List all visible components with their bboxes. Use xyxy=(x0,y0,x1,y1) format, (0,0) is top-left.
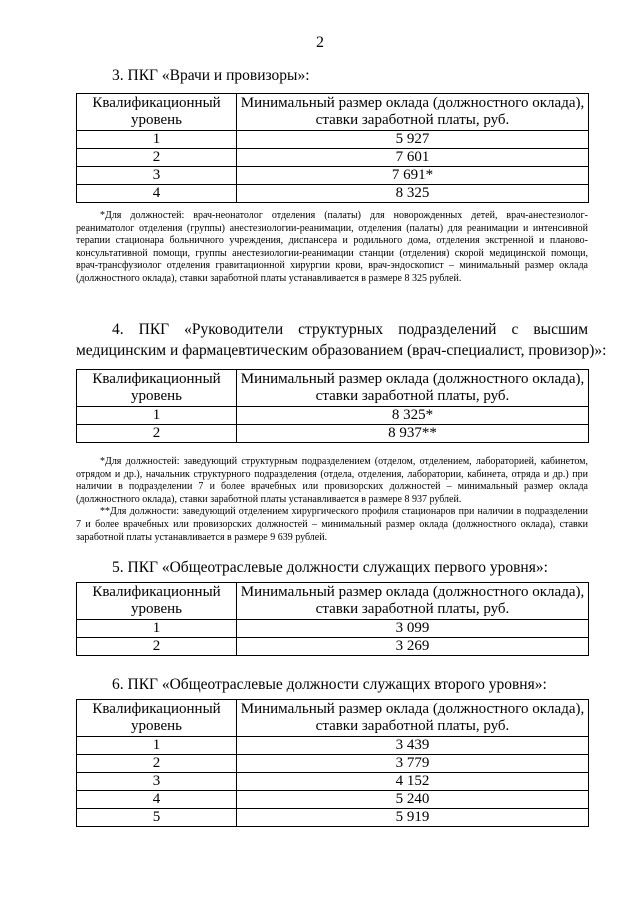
table-row xyxy=(77,809,589,827)
section3-table xyxy=(76,93,589,203)
salary-header: Минимальный размер оклада (должностного оклада), ставки заработной платы, руб. xyxy=(237,370,589,407)
salary-cell: 8 325* xyxy=(237,407,589,425)
table-row xyxy=(77,620,589,638)
salary-header: Минимальный размер оклада (должностного оклада), ставки заработной платы, руб. xyxy=(237,700,589,737)
level-cell: 3 xyxy=(77,773,237,791)
level-cell: 5 xyxy=(77,809,237,827)
table-header-row xyxy=(77,700,589,737)
table-row xyxy=(77,131,589,149)
salary-cell: 8 937** xyxy=(237,425,589,443)
section6-title: 6. ПКГ «Общеотраслевые должности служащих второго уровня»: xyxy=(112,676,547,693)
salary-cell: 5 240 xyxy=(237,791,589,809)
page-number: 2 xyxy=(316,34,324,51)
section3-footnote xyxy=(76,210,588,286)
level-cell: 1 xyxy=(77,737,237,755)
salary-cell: 7 601 xyxy=(237,149,589,167)
level-cell: 2 xyxy=(77,755,237,773)
section4-title-line1: 4. ПКГ «Руководители структурных подразделений с высшим xyxy=(112,321,588,338)
footnote-text: *Для должностей: заведующий структурным подразделением (отделом, отделением, лабораторией, кабинетом, отрядом и др.), начальник структурного подразделения (отдела, отделения, лаборатории, кабинета, отряда и др.) при наличии в подразделении 7 и более врачебных или провизорских должностей – минимальный размер оклада (должностного оклада), ставки заработной платы устанавливается в размере 8 937 рублей. xyxy=(76,456,588,505)
salary-cell: 8 325 xyxy=(237,185,589,203)
section4-table xyxy=(76,369,589,443)
section4-title-line2: медицинским и фармацевтическим образованием (врач-специалист, провизор)»: xyxy=(76,342,607,359)
salary-cell: 3 439 xyxy=(237,737,589,755)
table-row xyxy=(77,638,589,656)
table-row xyxy=(77,185,589,203)
table-row xyxy=(77,755,589,773)
salary-cell: 3 099 xyxy=(237,620,589,638)
section5-table xyxy=(76,582,589,656)
level-cell: 4 xyxy=(77,791,237,809)
salary-cell: 3 779 xyxy=(237,755,589,773)
salary-header: Минимальный размер оклада (должностного оклада), ставки заработной платы, руб. xyxy=(237,583,589,620)
section3-title: 3. ПКГ «Врачи и провизоры»: xyxy=(112,67,310,84)
table-row xyxy=(77,791,589,809)
section6-table xyxy=(76,699,589,827)
level-cell: 2 xyxy=(77,425,237,443)
salary-header: Минимальный размер оклада (должностного оклада), ставки заработной платы, руб. xyxy=(237,94,589,131)
footnote-text: *Для должностей: врач-неонатолог отделения (палаты) для новорожденных детей, врач-анестезиолог-реаниматолог отделения (группы) анестезиологии-реанимации, отделения (палаты) для реанимации и интенсивной терапии стационара больничного учреждения, диспансера и родильного дома, отделения экстренной и планово-консультативной помощи, группы анестезиологии-реанимации станции (отделения) скорой медицинской помощи, врач-трансфузиолог отделения гравитационной хирургии крови, врач-эндоскопист – минимальный размер оклада (должностного оклада), ставки заработной платы устанавливается в размере 8 325 рублей. xyxy=(76,210,588,284)
salary-cell: 7 691* xyxy=(237,167,589,185)
section5-title: 5. ПКГ «Общеотраслевые должности служащих первого уровня»: xyxy=(112,559,548,576)
table-header-row xyxy=(77,94,589,131)
table-header-row xyxy=(77,370,589,407)
table-row xyxy=(77,167,589,185)
table-row xyxy=(77,149,589,167)
table-row xyxy=(77,425,589,443)
salary-cell: 5 919 xyxy=(237,809,589,827)
table-row xyxy=(77,737,589,755)
level-cell: 2 xyxy=(77,149,237,167)
level-header: Квалификационный уровень xyxy=(77,700,237,737)
level-header: Квалификационный уровень xyxy=(77,583,237,620)
table-row xyxy=(77,773,589,791)
level-header: Квалификационный уровень xyxy=(77,94,237,131)
salary-cell: 3 269 xyxy=(237,638,589,656)
table-header-row xyxy=(77,583,589,620)
level-cell: 3 xyxy=(77,167,237,185)
section4-footnotes xyxy=(76,456,588,544)
footnote-text: **Для должности: заведующий отделением хирургического профиля стационаров при наличии в подразделении 7 и более врачебных или провизорских должностей – минимальный размер оклада (должностного оклада), ставки заработной платы устанавливается в размере 9 639 рублей. xyxy=(76,506,588,543)
salary-cell: 5 927 xyxy=(237,131,589,149)
level-cell: 2 xyxy=(77,638,237,656)
level-header: Квалификационный уровень xyxy=(77,370,237,407)
salary-cell: 4 152 xyxy=(237,773,589,791)
level-cell: 1 xyxy=(77,620,237,638)
level-cell: 1 xyxy=(77,407,237,425)
table-row xyxy=(77,407,589,425)
level-cell: 4 xyxy=(77,185,237,203)
level-cell: 1 xyxy=(77,131,237,149)
